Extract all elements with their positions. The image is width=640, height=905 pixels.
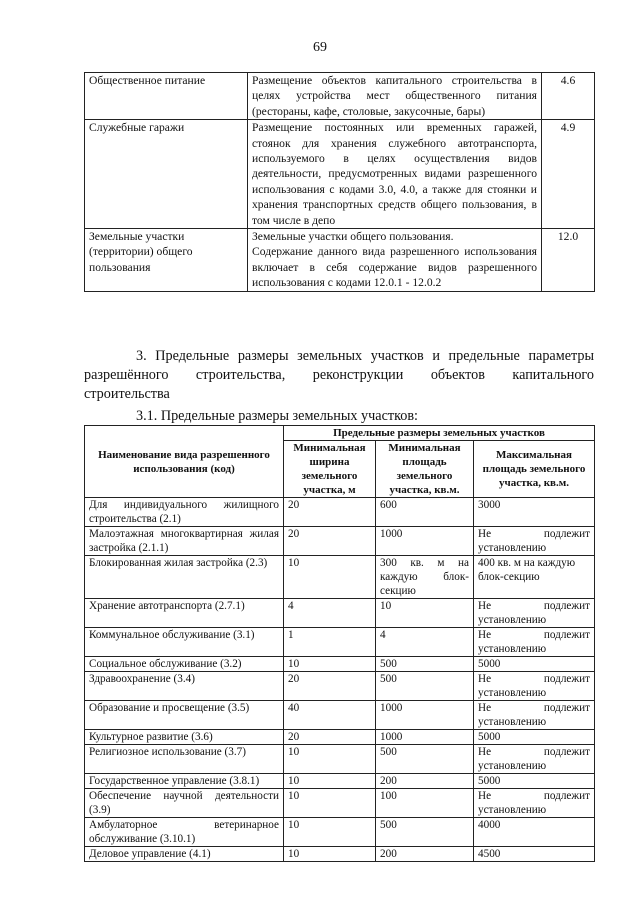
table-row [85, 730, 595, 745]
table-row [85, 657, 595, 672]
row-min-width: 10 [284, 789, 376, 818]
use-name: Земельные участки (территории) общего пользования [85, 229, 248, 292]
row-min-area: 1000 [376, 701, 474, 730]
table-row [85, 774, 595, 789]
row-max-area: Не подлежит установлению [474, 628, 595, 657]
table-row [85, 818, 595, 847]
row-use-name: Деловое управление (4.1) [85, 847, 284, 862]
row-min-width: 20 [284, 527, 376, 556]
table-header-row [85, 426, 595, 441]
table-row [85, 527, 595, 556]
use-description: Размещение постоянных или временных гаражей, стоянок для хранения служебного автотранспорта, используемого в целях осуществления видов деятельности, предусмотренных видами разрешенного использования с кодами 3.0, 4.0, а также для стоянки и хранения транспортных средств общего пользования, в том числе в депо [248, 120, 542, 229]
table-row [85, 556, 595, 599]
table-row [85, 120, 595, 229]
table-row [85, 229, 595, 292]
permitted-use-table [84, 72, 595, 292]
row-min-area: 500 [376, 657, 474, 672]
section-3-heading [84, 347, 594, 404]
row-min-width: 10 [284, 556, 376, 599]
row-use-name: Амбулаторное ветеринарное обслуживание (3.10.1) [85, 818, 284, 847]
row-use-name: Здравоохранение (3.4) [85, 672, 284, 701]
row-use-name: Для индивидуального жилищного строительства (2.1) [85, 498, 284, 527]
row-max-area: Не подлежит установлению [474, 527, 595, 556]
row-min-area: 500 [376, 818, 474, 847]
use-description: Размещение объектов капитального строительства в целях устройства мест общественного питания (рестораны, кафе, столовые, закусочные, бары) [248, 73, 542, 120]
row-min-area: 10 [376, 599, 474, 628]
row-use-name: Малоэтажная многоквартирная жилая застройка (2.1.1) [85, 527, 284, 556]
page-number: 69 [313, 40, 327, 55]
table-row [85, 599, 595, 628]
row-min-width: 20 [284, 730, 376, 745]
row-min-area: 300 кв. м на каждую блок-секцию [376, 556, 474, 599]
header-use-name: Наименование вида разрешенного использования (код) [85, 426, 284, 498]
row-max-area: 5000 [474, 730, 595, 745]
row-min-area: 200 [376, 847, 474, 862]
row-min-area: 1000 [376, 730, 474, 745]
table-row [85, 789, 595, 818]
row-min-width: 10 [284, 847, 376, 862]
row-min-area: 100 [376, 789, 474, 818]
row-use-name: Религиозное использование (3.7) [85, 745, 284, 774]
use-description-line: Земельные участки общего пользования. [252, 230, 454, 244]
row-max-area: Не подлежит установлению [474, 599, 595, 628]
row-max-area: 3000 [474, 498, 595, 527]
row-use-name: Обеспечение научной деятельности (3.9) [85, 789, 284, 818]
row-max-area: Не подлежит установлению [474, 701, 595, 730]
row-min-area: 500 [376, 672, 474, 701]
table-row [85, 672, 595, 701]
section-3-1-heading: 3.1. Предельные размеры земельных участков: [136, 408, 418, 424]
use-description-line: Содержание данного вида разрешенного использования включает в себя содержание видов разрешенного использования с кодами 12.0.1 - 12.0.2 [252, 245, 537, 290]
row-min-width: 1 [284, 628, 376, 657]
plot-size-table [84, 425, 595, 862]
row-use-name: Культурное развитие (3.6) [85, 730, 284, 745]
row-min-width: 10 [284, 657, 376, 672]
row-min-area: 4 [376, 628, 474, 657]
table-row [85, 498, 595, 527]
section-3-line: разрешённого строительства, реконструкции объектов капитального [84, 367, 594, 383]
row-max-area: 5000 [474, 657, 595, 672]
row-use-name: Блокированная жилая застройка (2.3) [85, 556, 284, 599]
row-min-area: 500 [376, 745, 474, 774]
row-min-width: 10 [284, 745, 376, 774]
row-max-area: Не подлежит установлению [474, 745, 595, 774]
header-min-width: Минимальная ширина земельного участка, м [284, 441, 376, 498]
row-min-area: 200 [376, 774, 474, 789]
section-3-line: 3. Предельные размеры земельных участков и предельные параметры [136, 348, 594, 364]
use-name: Служебные гаражи [85, 120, 248, 229]
table-row [85, 745, 595, 774]
row-use-name: Государственное управление (3.8.1) [85, 774, 284, 789]
header-min-area: Минимальная площадь земельного участка, кв.м. [376, 441, 474, 498]
header-group: Предельные размеры земельных участков [284, 426, 595, 441]
row-min-area: 600 [376, 498, 474, 527]
row-max-area: 400 кв. м на каждую блок-секцию [474, 556, 595, 599]
row-use-name: Социальное обслуживание (3.2) [85, 657, 284, 672]
table-row [85, 701, 595, 730]
row-max-area: 5000 [474, 774, 595, 789]
row-min-width: 20 [284, 672, 376, 701]
use-code: 4.9 [542, 120, 595, 229]
row-min-area: 1000 [376, 527, 474, 556]
table-row [85, 628, 595, 657]
row-min-width: 40 [284, 701, 376, 730]
row-min-width: 10 [284, 774, 376, 789]
row-min-width: 20 [284, 498, 376, 527]
row-use-name: Коммунальное обслуживание (3.1) [85, 628, 284, 657]
header-max-area: Максимальная площадь земельного участка, кв.м. [474, 441, 595, 498]
use-code: 12.0 [542, 229, 595, 292]
row-min-width: 10 [284, 818, 376, 847]
section-3-line: строительства [84, 386, 170, 402]
use-description [248, 229, 542, 292]
row-use-name: Образование и просвещение (3.5) [85, 701, 284, 730]
row-max-area: 4500 [474, 847, 595, 862]
row-use-name: Хранение автотранспорта (2.7.1) [85, 599, 284, 628]
table-row [85, 73, 595, 120]
use-code: 4.6 [542, 73, 595, 120]
row-max-area: 4000 [474, 818, 595, 847]
row-max-area: Не подлежит установлению [474, 789, 595, 818]
row-max-area: Не подлежит установлению [474, 672, 595, 701]
row-min-width: 4 [284, 599, 376, 628]
table-row [85, 847, 595, 862]
use-name: Общественное питание [85, 73, 248, 120]
